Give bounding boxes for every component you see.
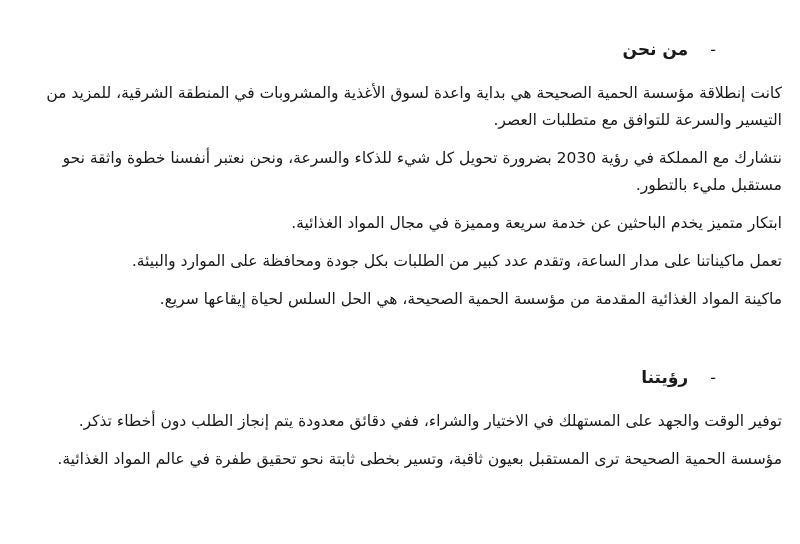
about-paragraph-1: كانت إنطلاقة مؤسسة الحمية الصحيحة هي بداية واعدة لسوق الأغذية والمشروبات في المنطقة الشرقية، للمزيد من التيسير والسرعة للتوافق مع متطلبات العصر. xyxy=(46,84,782,129)
about-paragraph-5: ماكينة المواد الغذائية المقدمة من مؤسسة الحمية الصحيحة، هي الحل السلس لحياة إيقاعها سريع. xyxy=(159,290,782,308)
about-title: من نحن xyxy=(622,40,689,60)
about-paragraph-2: نتشارك مع المملكة في رؤية 2030 بضرورة تحويل كل شيء للذكاء والسرعة، ونحن نعتبر أنفسنا خطوة واثقة نحو مستقبل مليء بالتطور. xyxy=(62,149,782,194)
vision-bullet: - xyxy=(710,368,716,387)
about-paragraph-4: تعمل ماكيناتنا على مدار الساعة، وتقدم عدد كبير من الطلبات بكل جودة ومحافظة على الموارد والبيئة. xyxy=(131,252,782,270)
vision-title: رؤيتنا xyxy=(641,368,689,388)
about-section xyxy=(20,36,782,313)
about-bullet: - xyxy=(710,40,716,59)
vision-paragraph-2: مؤسسة الحمية الصحيحة ترى المستقبل بعيون ثاقبة، وتسير بخطى ثابتة نحو تحقيق طفرة في عالم المواد الغذائية. xyxy=(57,450,782,468)
vision-section xyxy=(20,364,782,473)
section-spacer xyxy=(20,324,782,364)
vision-paragraph-1: توفير الوقت والجهد على المستهلك في الاختيار والشراء، ففي دقائق معدودة يتم إنجاز الطلب دون أخطاء تذكر. xyxy=(78,412,782,430)
vision-heading xyxy=(20,364,782,392)
about-paragraph-3: ابتكار متميز يخدم الباحثين عن خدمة سريعة ومميزة في مجال المواد الغذائية. xyxy=(291,214,782,232)
about-heading xyxy=(20,36,782,64)
